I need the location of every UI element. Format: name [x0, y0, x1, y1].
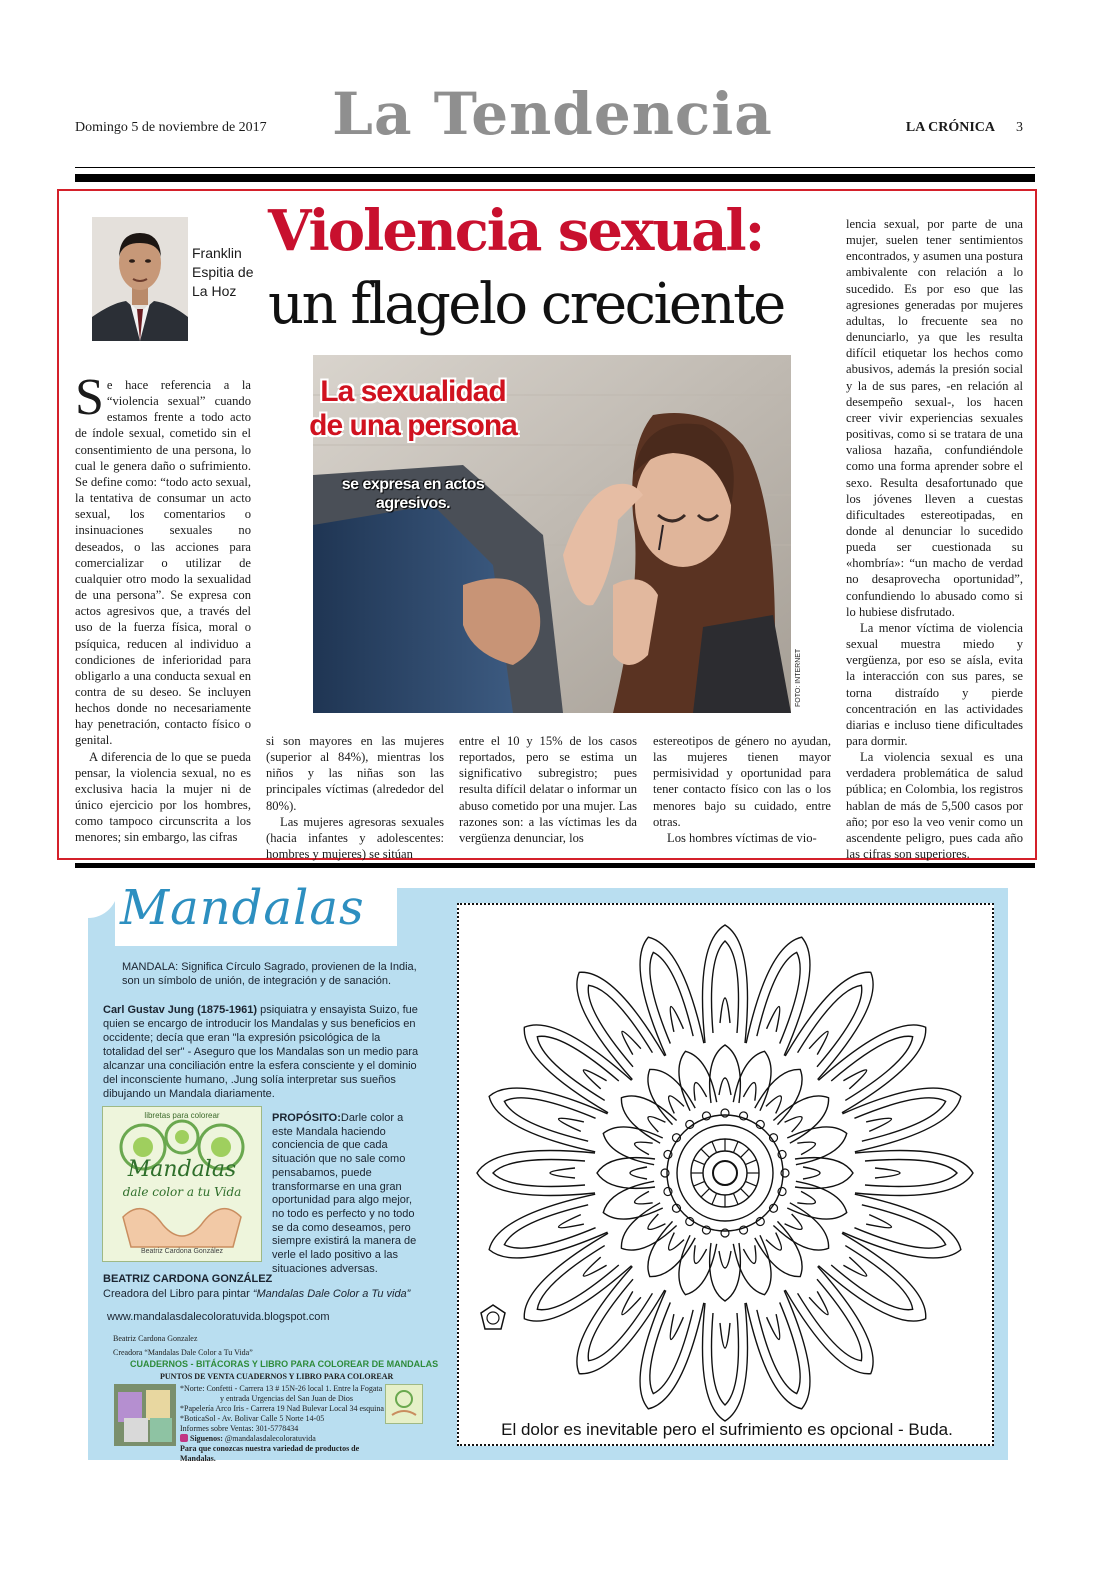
newspaper-name: LA CRÓNICA: [905, 120, 995, 135]
book-top-label: libretas para colorear: [144, 1111, 220, 1120]
pull-quote-sub: [283, 475, 543, 513]
masthead-rule: [75, 167, 1035, 168]
instagram-icon: [180, 1434, 188, 1442]
sales-point-1b: y entrada Urgencias del San Juan de Dios: [220, 1394, 353, 1403]
sales-point-3: *BoticaSol - Av. Bolivar Calle 5 Norte 14-05: [180, 1414, 325, 1423]
mandala-signature-icon: [478, 1303, 508, 1333]
book-author: Beatriz Cardona González: [140, 1248, 224, 1255]
col1-paragraph-2: A diferencia de lo que se pueda pensar, la violencia sexual, no es exclusiva hacia la mujer ni de único ejercicio por los hombres, como tampoco circunscrita a los menores; sin embargo, las cifras: [75, 749, 251, 845]
book-cover-art-icon: [103, 1107, 261, 1261]
mandala-drawing-icon: [459, 905, 992, 1444]
article-column-1: [75, 369, 251, 846]
sales-points: [180, 1384, 385, 1464]
masthead-thick-rule: [75, 174, 1035, 182]
photo-credit: FOTO: INTERNET: [795, 648, 802, 707]
col2-paragraph-1: si son mayores en las mujeres (superior al 84%), mientras los niños y las niñas son las principales víctimas (alrededor del 80%).: [266, 734, 444, 813]
article-column-2: [266, 733, 444, 862]
proposito-label: PROPÓSITO:: [272, 1112, 341, 1124]
author-line-2: Espitia de: [192, 264, 254, 280]
col5-paragraph-3: La violencia sexual es una verdadera problemática de salud pública; en Colombia, los registros hablan de más de 5,500 casos por año; por eso la veo venir como un ascendente peligro, pues cada año las cifras son superiores.: [846, 750, 1023, 862]
proposito-text: Darle color a este Mandala haciendo conciencia de que cada situación que no sale como pensabamos, puede transformarse en una gran oportunidad para algo mejor, no todo es perfecto y no todo se da como deseamos, pero siempre existirá la manera de verle el lado positivo a las situaciones adversas.: [272, 1112, 417, 1275]
jung-name: Carl Gustav Jung (1875-1961): [103, 1004, 258, 1016]
headline-black: un flagelo creciente: [268, 272, 784, 337]
article-column-5: [846, 216, 1023, 862]
creator-role: [103, 1287, 433, 1301]
products-line: CUADERNOS - BITÁCORAS Y LIBRO PARA COLOREAR DE MANDALAS: [130, 1359, 439, 1369]
follow-line: [180, 1434, 385, 1444]
article-column-3: [459, 733, 637, 846]
page-number: 3: [1016, 120, 1023, 135]
author-line-1: Franklin: [192, 245, 242, 261]
section-title: La Tendencia: [332, 80, 773, 148]
small-creator-line: Creadora “Mandalas Dale Color a Tu Vida”: [113, 1348, 253, 1357]
author-portrait-icon: [92, 217, 188, 341]
col5-paragraph-2: La menor víctima de violencia sexual muestra miedo y vergüenza, por eso se aísla, evita la interacción con sus pares, se torna distraído y pierde concentración en las actividades diarias e incluso tiene dificultades para dormir.: [846, 620, 1023, 748]
col2-paragraph-2: Las mujeres agresoras sexuales (hacia infantes y adolescentes: hombres y mujeres) se sitúan: [266, 814, 444, 862]
pull-quote-sub-line-1: se expresa en actos: [341, 476, 485, 493]
buddha-quote: El dolor es inevitable pero el sufrimiento es opcional - Buda.: [501, 1420, 953, 1439]
website-link[interactable]: www.mandalasdalecoloratuvida.blogspot.com: [107, 1311, 330, 1323]
headline-red: Violencia sexual:: [268, 198, 764, 264]
products-photo: [114, 1384, 176, 1446]
sales-phone: Informes sobre Ventas: 301-5778434: [180, 1424, 299, 1433]
sales-point-2: *Papelería Arco Iris - Carrera 19 Nad Bulevar Local 34 esquina: [180, 1404, 384, 1413]
pull-quote-line-1: La sexualidad: [320, 375, 506, 408]
proposito-paragraph: [272, 1112, 422, 1276]
small-author-line: Beatriz Cardona Gonzalez: [113, 1334, 198, 1343]
book-cover: [102, 1106, 262, 1262]
sales-point-1: *Norte: Confetti - Carrera 13 # 15N-26 local 1. Entre la Fogata: [180, 1384, 383, 1393]
follow-label: Siguenos:: [190, 1434, 223, 1443]
small-book-art-icon: [386, 1385, 422, 1423]
author-byline: [192, 244, 262, 301]
book-subtitle: dale color a tu Vida: [122, 1185, 242, 1199]
sales-title: PUNTOS DE VENTA CUADERNOS Y LIBRO PARA COLOREAR: [160, 1372, 394, 1381]
follow-handle: @mandalasdalecoloratuvida: [224, 1434, 316, 1443]
jung-paragraph: [103, 1003, 421, 1101]
col3-paragraph-1: entre el 10 y 15% de los casos reportados, pero se estima un significativo subregistro; pues resulta difícil delatar o informar un abuso cometido por una mujer. Las razones son: a las víctimas les da vergüenza denunciar, los: [459, 734, 637, 845]
creator-name: BEATRIZ CARDONA GONZÁLEZ: [103, 1273, 273, 1285]
creator-role-text: Creadora del Libro para pintar: [103, 1288, 253, 1300]
jung-text: psiquiatra y ensayista Suizo, fue quien se encargo de introducir los Mandalas y sus beneficios en occidente; decía que eran "la expresión psicológica de la totalidad del ser" - Aseguro que los Mandalas son un medio para alcanzar una conciliación entre la esfera consciente y el dominio del inconsciente humano, .Jung solía interpretar sus sueños dibujando un Mandala diariamente.: [103, 1004, 419, 1100]
follow-text: Para que conozcas nuestra variedad de productos de Mandalas.: [180, 1444, 360, 1463]
author-line-3: La Hoz: [192, 283, 237, 299]
drop-cap: S: [75, 369, 104, 426]
pull-quote-sub-line-2: agresivos.: [375, 495, 451, 512]
creator-book-title: “Mandalas Dale Color a Tu vida”: [252, 1288, 411, 1300]
small-book-cover: [385, 1384, 423, 1424]
col4-paragraph-1: estereotipos de género no ayudan, las mujeres tienen mayor permisividad y oportunidad para tener contacto físico con las o los menores bajo su cuidado, entre otras.: [653, 734, 831, 829]
pull-quote-line-2: de una persona: [309, 409, 517, 442]
author-photo: [92, 217, 188, 341]
issue-date: Domingo 5 de noviembre de 2017: [75, 120, 267, 135]
mandalas-logo: Mandalas: [120, 880, 365, 936]
col5-paragraph-1: lencia sexual, por parte de una mujer, suelen tener sentimientos encontrados, y asumen una postura ambivalente con relación a lo sucedido. Es por eso que las agresiones generadas por mujeres adultas, lo frecuente sea no denunciarlo, ya que les resulta difícil etiquetar los hechos como abusivos, además la presión social y la de sus pares, -en relación al desempeño sexual-, los hacen creer vivir experiencias sexuales positivas, como si se tratara de una valiosa hazaña, confundiéndole como una forma aprender sobre el sexo. Resulta desafortunado que los jóvenes lleven a cuestas dificultades estereotipadas, en donde al denunciar lo sucedido pueda ser cuestionada su «hombría»: “un macho de verdad no desaprovecha oportunidad”, confundiendo lo abusado como si lo hubiese disfrutado.: [846, 217, 1023, 619]
mandala-coloring-area[interactable]: [457, 903, 994, 1446]
article-bottom-rule: [75, 863, 1035, 868]
col4-paragraph-2: Los hombres víctimas de vio-: [667, 830, 817, 845]
article-photo: [309, 355, 802, 713]
article-column-4: [653, 733, 831, 846]
mandala-definition: MANDALA: Significa Círculo Sagrado, provienen de la India, son un símbolo de unión, de integración y de sanación.: [122, 961, 417, 987]
pull-quote-main: [283, 375, 543, 443]
col1-paragraph-1: e hace referencia a la “violencia sexual” cuando estamos frente a todo acto de índole sexual, cometido sin el consentimiento de una persona, lo cual le genera daño o sufrimiento. Se define como: “todo acto sexual, la tentativa de consumar un acto sexual, los comentarios o insinuaciones sexuales no deseados, o las acciones para comercializar o utilizar de cualquier otro modo la sexualidad de una persona”. Se expresa con actos agresivos que, a través del uso de la fuerza física, moral o psíquica, reducen al individuo a condiciones de inferioridad para obligarlo a una conducta sexual en contra de su deseo. Se incluyen hechos donde no necesariamente hay penetración, contacto físico o genital.: [75, 378, 251, 748]
products-stack-icon: [114, 1384, 176, 1446]
book-title: Mandalas: [127, 1157, 237, 1182]
